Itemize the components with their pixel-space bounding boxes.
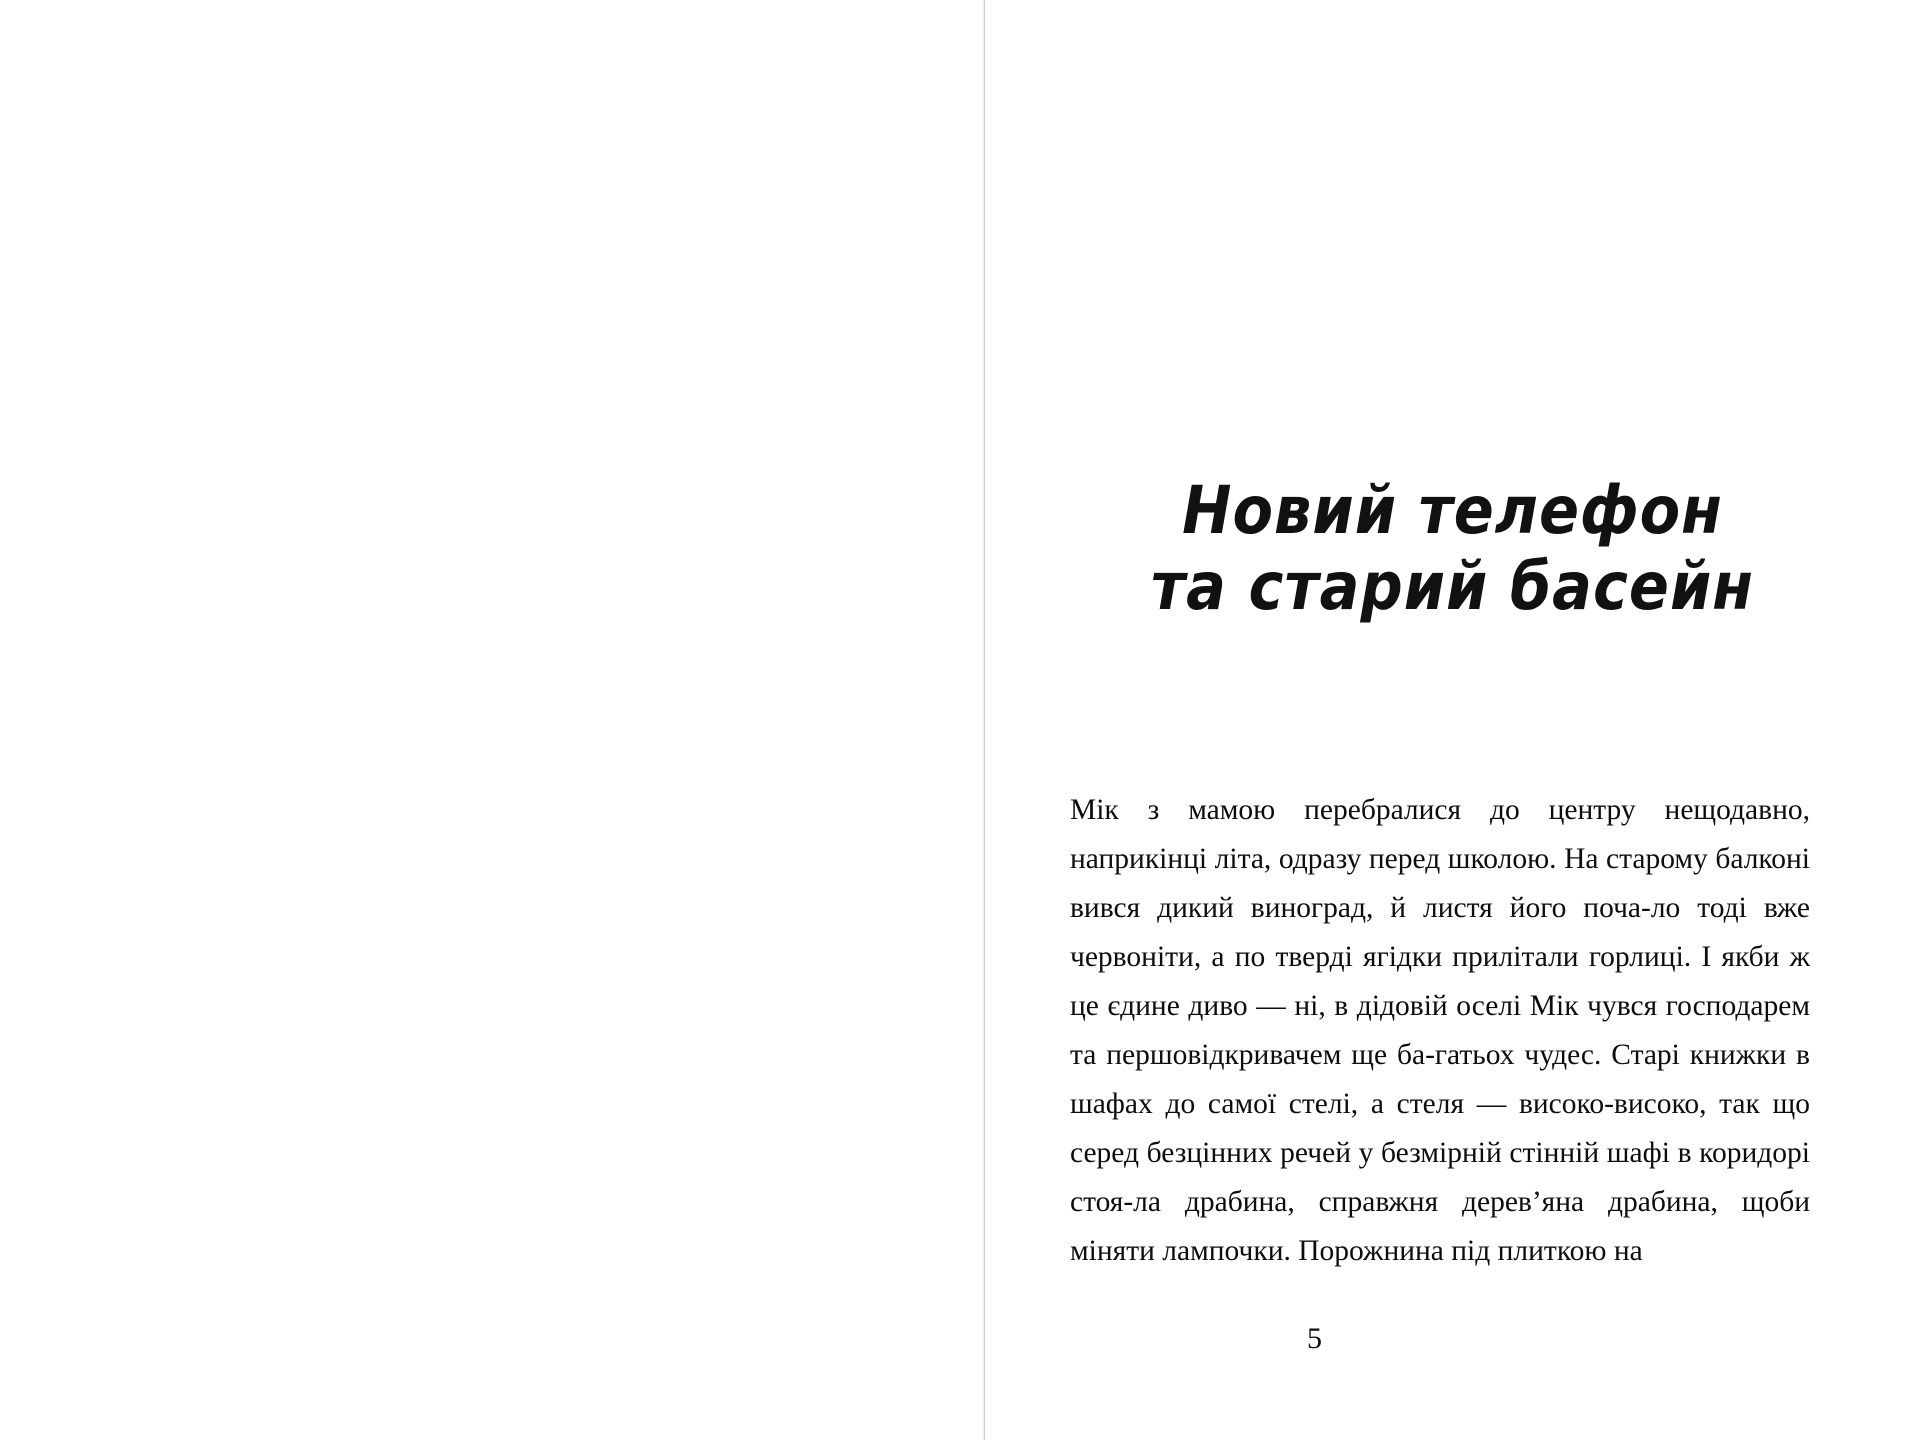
chapter-title-line-1: Новий телефон <box>1182 471 1723 550</box>
chapter-title-line-2: та старий басейн <box>1150 547 1755 626</box>
right-page <box>985 0 1920 1440</box>
body-paragraph: Мік з мамою перебралися до центру нещодавно, наприкінці літа, одразу перед школою. На старому балконі вився дикий виноград, й листя його поча-ло тоді вже червоніти, а по тверді ягідки прилітали горлиці. І якби ж це єдине диво — ні, в дідовій оселі Мік чувся господарем та першовідкривачем ще ба-гатьох чудес. Старі книжки в шафах до самої стелі, а стеля — високо-високо, так що серед безцінних речей у безмірній стінній шафі в коридорі стоя-ла драбина, справжня дерев’яна драбина, щоби міняти лампочки. Порожнина під плиткою на <box>1070 793 1810 1267</box>
page-number: 5 <box>1307 1322 1322 1355</box>
chapter-title <box>985 471 1920 626</box>
